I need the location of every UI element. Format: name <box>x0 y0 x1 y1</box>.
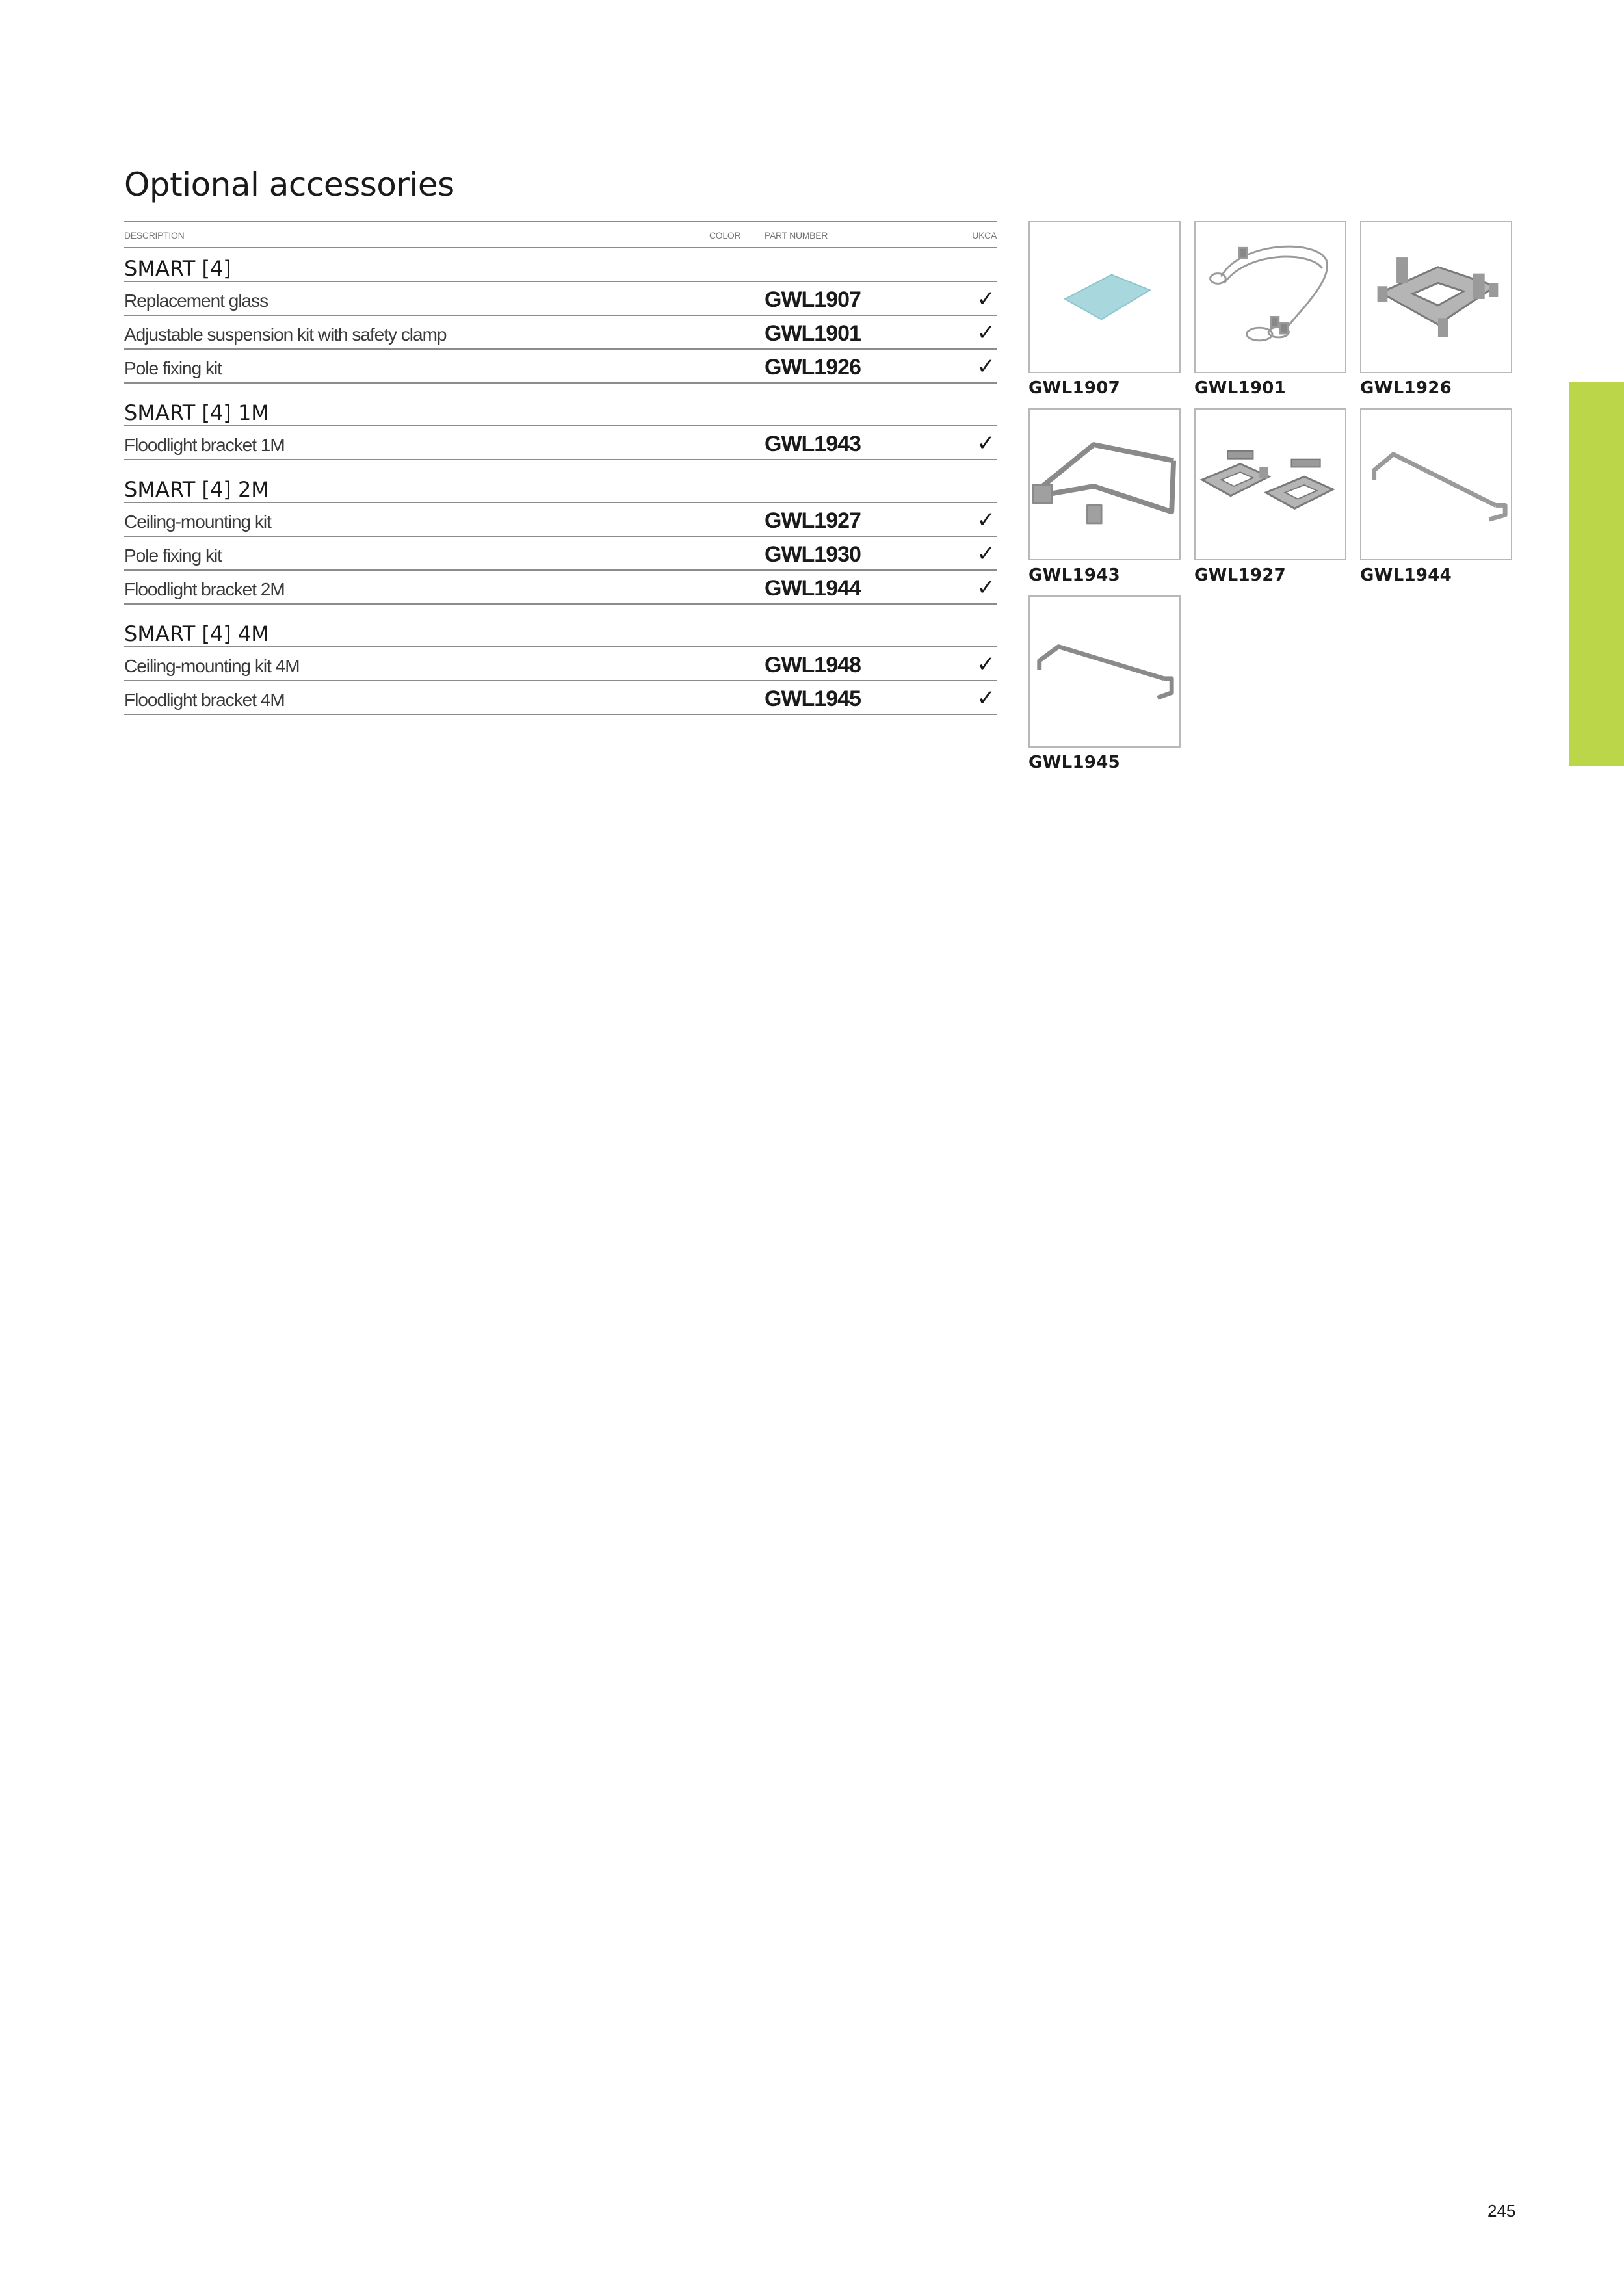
row-description: Replacement glass <box>124 291 268 311</box>
header-part-number: PART NUMBER <box>765 230 828 241</box>
row-description: Adjustable suspension kit with safety clamp <box>124 324 447 345</box>
row-part-number: GWL1944 <box>765 576 861 601</box>
table-header <box>124 221 997 248</box>
table-row <box>124 426 997 460</box>
gallery-caption: GWL1926 <box>1360 378 1452 398</box>
row-part-number: GWL1901 <box>765 321 861 346</box>
row-description: Floodlight bracket 2M <box>124 579 285 599</box>
gallery-caption: GWL1944 <box>1360 566 1452 585</box>
row-part-number: GWL1930 <box>765 542 861 567</box>
ukca-check-icon: ✓ <box>976 354 995 380</box>
gallery-caption: GWL1943 <box>1028 566 1121 585</box>
table-row <box>124 316 997 350</box>
header-color: COLOR <box>709 230 741 241</box>
gallery-caption: GWL1927 <box>1194 566 1287 585</box>
row-description: Ceiling-mounting kit <box>124 512 271 532</box>
group-smart-4 <box>124 248 997 384</box>
gallery-caption: GWL1901 <box>1194 378 1287 398</box>
section-tab-marker <box>1569 382 1624 766</box>
header-ukca: UKCA <box>972 230 997 241</box>
group-smart-4-4m <box>124 614 997 715</box>
group-title: SMART [4] 2M <box>124 469 997 503</box>
table-row <box>124 681 997 715</box>
gallery-item <box>1360 408 1512 585</box>
group-smart-4-1m <box>124 393 997 460</box>
row-description: Floodlight bracket 4M <box>124 690 285 710</box>
gallery-caption: GWL1945 <box>1028 753 1121 772</box>
pole-bracket-icon <box>1360 221 1512 373</box>
table-row <box>124 571 997 605</box>
glass-pane-icon <box>1028 221 1181 373</box>
row-description: Pole fixing kit <box>124 358 222 378</box>
floodlight-bracket-1m-icon <box>1028 408 1181 560</box>
gallery-item <box>1028 595 1181 772</box>
row-part-number: GWL1943 <box>765 432 861 456</box>
gallery-item <box>1028 408 1181 585</box>
page-number: 245 <box>1487 2201 1516 2221</box>
gallery-item <box>1360 221 1512 398</box>
accessory-gallery <box>1028 221 1516 787</box>
ukca-check-icon: ✓ <box>976 320 995 346</box>
floodlight-bracket-2m-icon <box>1360 408 1512 560</box>
ukca-check-icon: ✓ <box>976 507 995 533</box>
ukca-check-icon: ✓ <box>976 651 995 677</box>
gallery-caption: GWL1907 <box>1028 378 1121 398</box>
floodlight-bracket-4m-icon <box>1028 595 1181 748</box>
row-description: Pole fixing kit <box>124 545 222 566</box>
row-part-number: GWL1927 <box>765 508 861 533</box>
group-title: SMART [4] 1M <box>124 393 997 426</box>
table-row <box>124 282 997 316</box>
ukca-check-icon: ✓ <box>976 286 995 312</box>
group-title: SMART [4] 4M <box>124 614 997 647</box>
table-row <box>124 350 997 384</box>
group-title: SMART [4] <box>124 248 997 282</box>
ukca-check-icon: ✓ <box>976 685 995 711</box>
ukca-check-icon: ✓ <box>976 541 995 567</box>
table-row <box>124 647 997 681</box>
header-description: DESCRIPTION <box>124 230 185 241</box>
ceiling-mount-kit-icon <box>1194 408 1346 560</box>
table-row <box>124 503 997 537</box>
row-description: Floodlight bracket 1M <box>124 435 285 455</box>
row-part-number: GWL1948 <box>765 653 861 677</box>
suspension-cable-icon <box>1194 221 1346 373</box>
row-part-number: GWL1945 <box>765 686 861 711</box>
gallery-item <box>1194 221 1346 398</box>
accessories-table <box>124 221 997 715</box>
ukca-check-icon: ✓ <box>976 430 995 456</box>
page-title: Optional accessories <box>124 166 454 203</box>
row-part-number: GWL1907 <box>765 287 861 312</box>
table-row <box>124 537 997 571</box>
group-smart-4-2m <box>124 469 997 605</box>
row-description: Ceiling-mounting kit 4M <box>124 656 300 676</box>
row-part-number: GWL1926 <box>765 355 861 380</box>
gallery-item <box>1194 408 1346 585</box>
ukca-check-icon: ✓ <box>976 575 995 601</box>
gallery-item <box>1028 221 1181 398</box>
